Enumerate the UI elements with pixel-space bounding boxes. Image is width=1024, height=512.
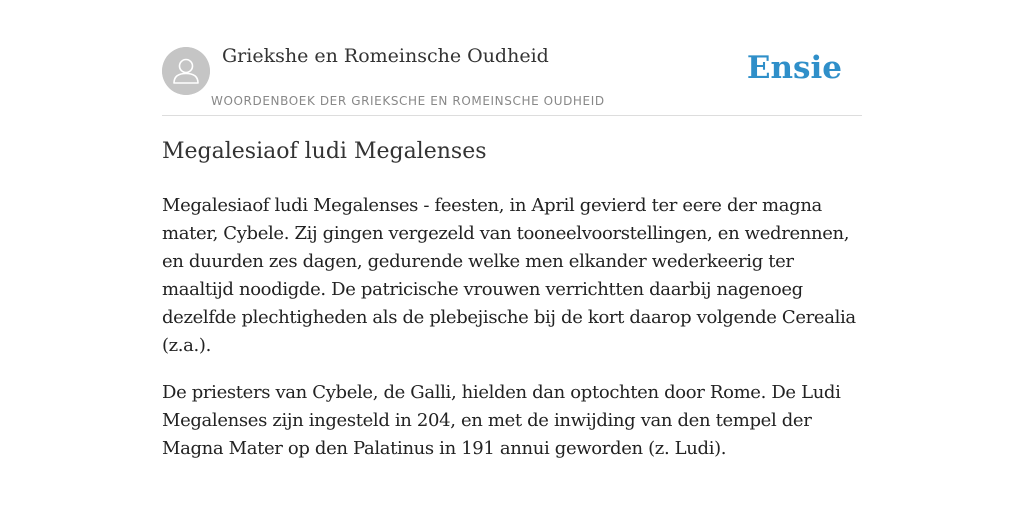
header	[162, 0, 862, 116]
user-silhouette-icon	[162, 47, 210, 95]
author-avatar[interactable]	[162, 47, 210, 95]
article-paragraph: De priesters van Cybele, de Galli, hielden dan optochten door Rome. De Ludi Megalenses zijn ingesteld in 204, en met de inwijding van den tempel der Magna Mater op den Palatinus in 191 annui geworden (z. Ludi).	[162, 382, 841, 459]
article-title: Megalesiaof ludi Megalenses	[162, 139, 487, 164]
article-paragraph: Megalesiaof ludi Megalenses - feesten, in April gevierd ter eere der magna mater, Cybele. Zij gingen vergezeld van tooneelvoorstellingen, en wedrennen, en duurden zes dagen, gedurende welke men elkander wederkeerig ter maaltijd noodigde. De patricische vrouwen verrichtten daarbij nagenoeg dezelfde plechtigheden als de plebejische bij de kort daarop volgende Cerealia (z.a.).	[162, 195, 856, 356]
article-body	[162, 192, 862, 482]
author-name[interactable]: Griekshe en Romeinsche Oudheid	[222, 45, 549, 67]
dictionary-subtitle[interactable]: WOORDENBOEK DER GRIEKSCHE EN ROMEINSCHE OUDHEID	[211, 94, 605, 108]
ensie-logo[interactable]: Ensie	[746, 50, 842, 86]
